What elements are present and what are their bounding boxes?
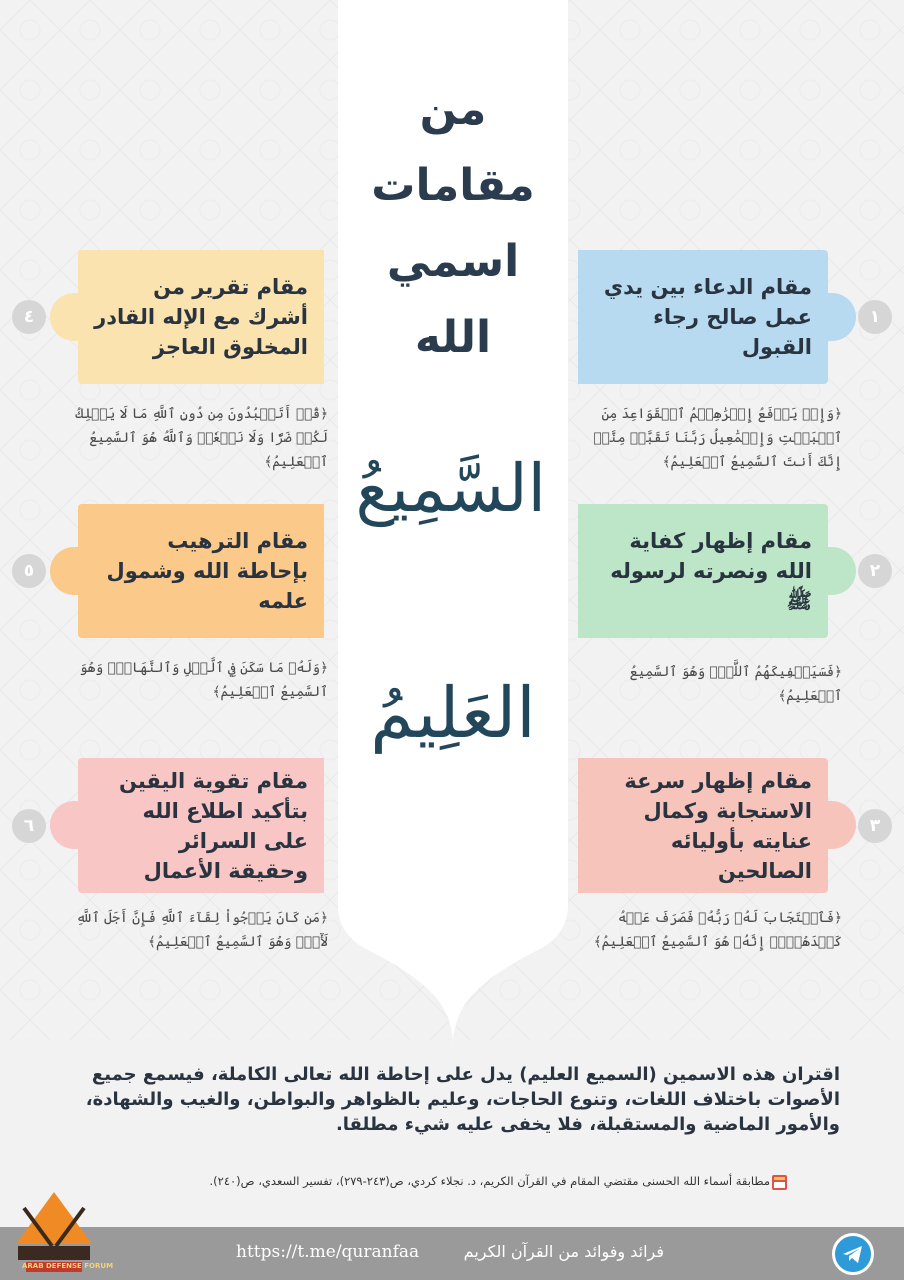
logo-text: ARAB DEFENSE FORUM bbox=[22, 1262, 114, 1270]
verse-3: ﴿فَٱسۡتَجَابَ لَهُۥ رَبُّهُۥ فَصَرَفَ عَنۡهُ كَيۡدَهُنَّۚ إِنَّهُۥ هُوَ ٱلسَّمِيعُ ٱلۡعَلِيمُ﴾ bbox=[593, 910, 842, 950]
card-2 bbox=[578, 504, 828, 638]
verse-5: ﴿وَلَهُۥ مَا سَكَنَ فِي ٱلَّيۡلِ وَٱلنَّهَارِۚ وَهُوَ ٱلسَّمِيعُ ٱلۡعَلِيمُ﴾ bbox=[79, 660, 328, 700]
card-text: مقام تقوية اليقين بتأكيد اطلاع الله على السرائر وحقيقة الأعمال bbox=[118, 768, 308, 883]
card-tab bbox=[50, 801, 90, 849]
number-badge-2: ٢ bbox=[858, 554, 892, 588]
telegram-icon[interactable] bbox=[832, 1233, 874, 1275]
calligraphy-al-aleem: العَلِيمُ bbox=[370, 672, 536, 754]
telegram-link[interactable]: https://t.me/quranfaa bbox=[236, 1242, 420, 1262]
verse-1: ﴿وَإِذۡ يَرۡفَعُ إِبۡرَٰهِـۧمُ ٱلۡقَوَاعِدَ مِنَ ٱلۡبَيۡتِ وَإِسۡمَٰعِيلُ رَبَّنَا تَقَبَّلۡ مِنَّآۖ إِنَّكَ أَنتَ ٱلسَّمِيعُ ٱلۡعَلِيمُ﴾ bbox=[593, 406, 842, 470]
number-badge-1: ١ bbox=[858, 300, 892, 334]
card-1 bbox=[578, 250, 828, 384]
title-line: الله bbox=[414, 312, 492, 363]
reference-text: مطابقة أسماء الله الحسنى مقتضي المقام في القرآن الكريم، د. نجلاء كردي، ص(٢٤٣-٢٧٩)، تفسير السعدي، ص(٢٤٠). bbox=[209, 1174, 770, 1188]
card-6 bbox=[78, 758, 324, 893]
title-line: مقامات bbox=[371, 160, 535, 211]
book-icon bbox=[770, 1172, 790, 1192]
number-badge-6: ٦ bbox=[12, 809, 46, 843]
verse-2: ﴿فَسَيَكۡفِيكَهُمُ ٱللَّهُۚ وَهُوَ ٱلسَّمِيعُ ٱلۡعَلِيمُ﴾ bbox=[629, 664, 842, 704]
title-line: من bbox=[419, 84, 487, 135]
card-tab bbox=[50, 293, 90, 341]
card-3 bbox=[578, 758, 828, 893]
channel-name: فرائد وفوائد من القرآن الكريم bbox=[463, 1242, 664, 1261]
number-badge-3: ٣ bbox=[858, 809, 892, 843]
summary-paragraph: اقتران هذه الاسمين (السميع العليم) يدل على إحاطة الله تعالى الكاملة، فيسمع جميع الأصوات باختلاف اللغات، وتنوع الحاجات، وعليم بالظواهر والبواطن، والغيب والشهادة، والأمور الماضية والمستقبلة، فلا يخفى عليه شيء مطلقا. bbox=[85, 1064, 840, 1135]
card-text: مقام إظهار سرعة الاستجابة وكمال عنايته بأوليائه الصالحين bbox=[624, 768, 812, 883]
card-5 bbox=[78, 504, 324, 638]
card-text: مقام إظهار كفاية الله ونصرته لرسوله ﷺ bbox=[610, 529, 812, 613]
card-tab bbox=[50, 547, 90, 595]
card-text: مقام الترهيب بإحاطة الله وشمول علمه bbox=[106, 529, 308, 613]
page-title bbox=[338, 72, 568, 376]
card-text: مقام الدعاء بين يدي عمل صالح رجاء القبول bbox=[603, 275, 812, 359]
verse-6: ﴿مَن كَانَ يَرۡجُواْ لِقَآءَ ٱللَّهِ فَإِنَّ أَجَلَ ٱللَّهِ لَأٓتٖۚ وَهُوَ ٱلسَّمِيعُ ٱلۡعَلِيمُ﴾ bbox=[76, 910, 328, 950]
number-badge-5: ٥ bbox=[12, 554, 46, 588]
title-line: اسمي bbox=[386, 236, 520, 287]
verse-4: ﴿قُلۡ أَتَعۡبُدُونَ مِن دُونِ ٱللَّهِ مَا لَا يَمۡلِكُ لَكُمۡ ضَرّٗا وَلَا نَفۡعٗاۚ وَٱللَّهُ هُوَ ٱلسَّمِيعُ ٱلۡعَلِيمُ﴾ bbox=[75, 406, 328, 470]
card-4 bbox=[78, 250, 324, 384]
calligraphy-as-samee: السَّمِيعُ bbox=[355, 450, 546, 527]
card-text: مقام تقرير من أشرك مع الإله القادر المخلوق العاجز bbox=[94, 275, 308, 359]
number-badge-4: ٤ bbox=[12, 300, 46, 334]
